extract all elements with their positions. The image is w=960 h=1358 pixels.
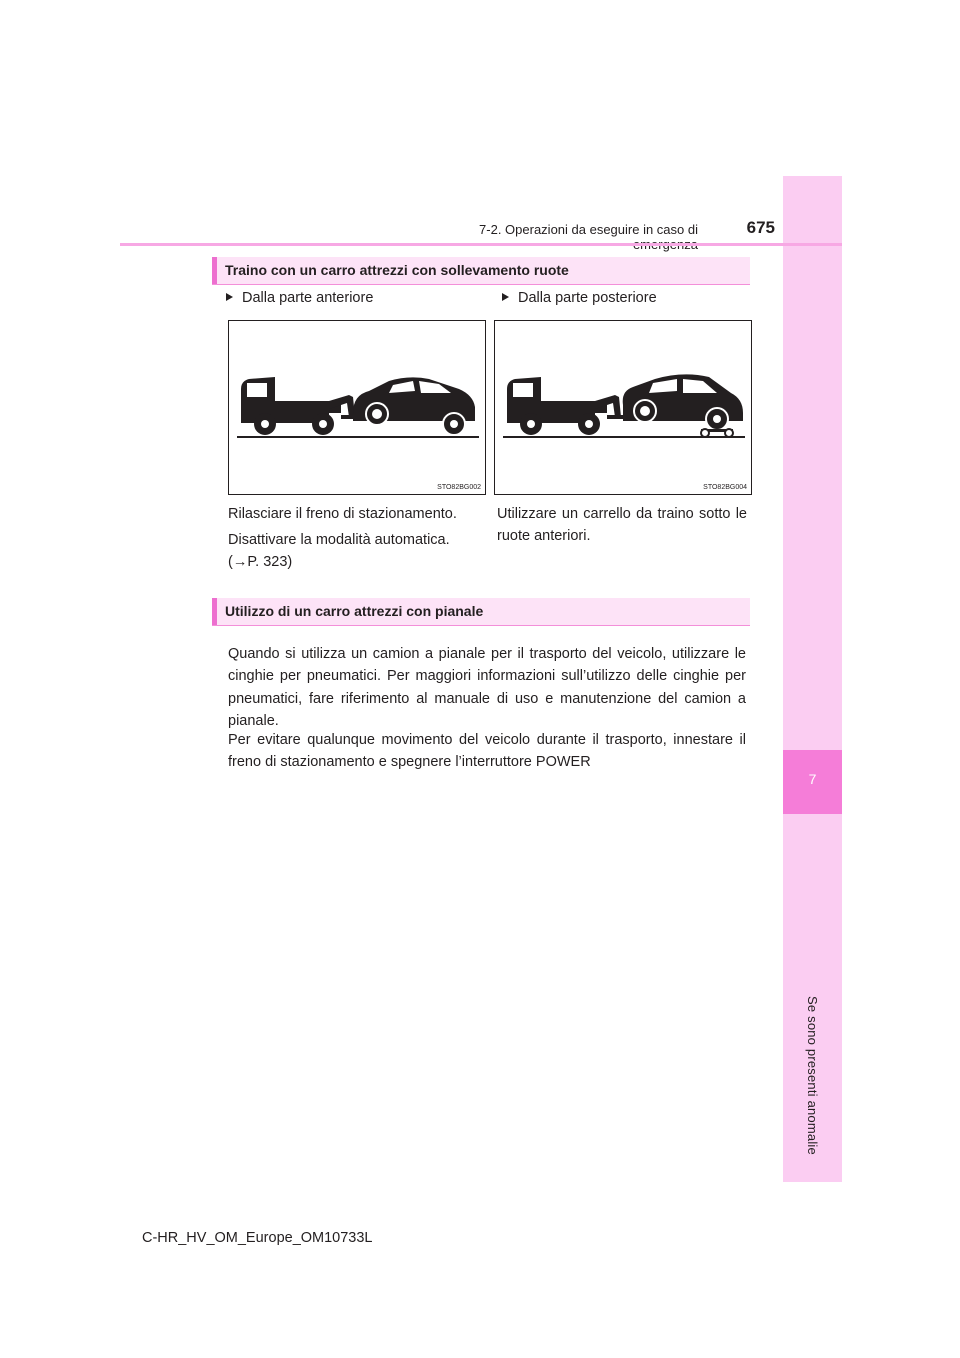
- tow-truck-front-illustration: [229, 321, 485, 494]
- label-rear-text: Dalla parte posteriore: [518, 290, 657, 306]
- rear-instruction-1: Utilizzare un carrello da traino sotto le ruote anteriori.: [497, 506, 747, 544]
- section-title: Utilizzo di un carro attrezzi con pianale: [225, 603, 484, 619]
- tow-truck-rear-illustration: [495, 321, 751, 494]
- figure-front-towing: [228, 320, 486, 495]
- figure-rear-towing: [494, 320, 752, 495]
- front-instruction-1: Rilasciare il freno di stazionamento.: [228, 506, 457, 522]
- running-header: 7-2. Operazioni da eseguire in caso di: [479, 222, 698, 237]
- section-accent: [212, 598, 217, 625]
- chapter-number: 7: [808, 771, 817, 787]
- label-rear: [502, 290, 657, 306]
- triangle-bullet-icon: [502, 293, 509, 301]
- section-title: Traino con un carro attrezzi con sollevamento ruote: [225, 262, 569, 278]
- label-front: [226, 290, 373, 306]
- figure-code: STO82BG002: [437, 484, 481, 491]
- front-instruction-2: Disattivare la modalità automatica.: [228, 532, 450, 548]
- triangle-bullet-icon: [226, 293, 233, 301]
- chapter-title: Se sono presenti anomalie: [805, 996, 820, 1155]
- figure-code: STO82BG004: [703, 484, 747, 491]
- header-rule: [120, 243, 842, 246]
- section-accent: [212, 257, 217, 284]
- label-front-text: Dalla parte anteriore: [242, 290, 374, 306]
- chapter-side-tab: [783, 176, 842, 1182]
- flatbed-paragraph-2: Per evitare qualunque movimento del veicolo durante il trasporto, innestare il freno di stazionamento e spegnere l’interruttore POWER: [228, 732, 746, 771]
- page-number: 675: [746, 218, 775, 237]
- document-code: C-HR_HV_OM_Europe_OM10733L: [142, 1230, 373, 1246]
- flatbed-paragraph-1: Quando si utilizza un camion a pianale per il trasporto del veicolo, utilizzare le cinghie per pneumatici. Per maggiori informazioni sull’utilizzo delle cinghie per pneumatici, fare riferimento al manuale di uso e manutenzione del camion a pianale.: [228, 646, 746, 730]
- front-instruction-ref: (→P. 323): [228, 554, 293, 570]
- section-heading-flatbed: [212, 598, 750, 626]
- section-heading-wheel-lift: [212, 257, 750, 285]
